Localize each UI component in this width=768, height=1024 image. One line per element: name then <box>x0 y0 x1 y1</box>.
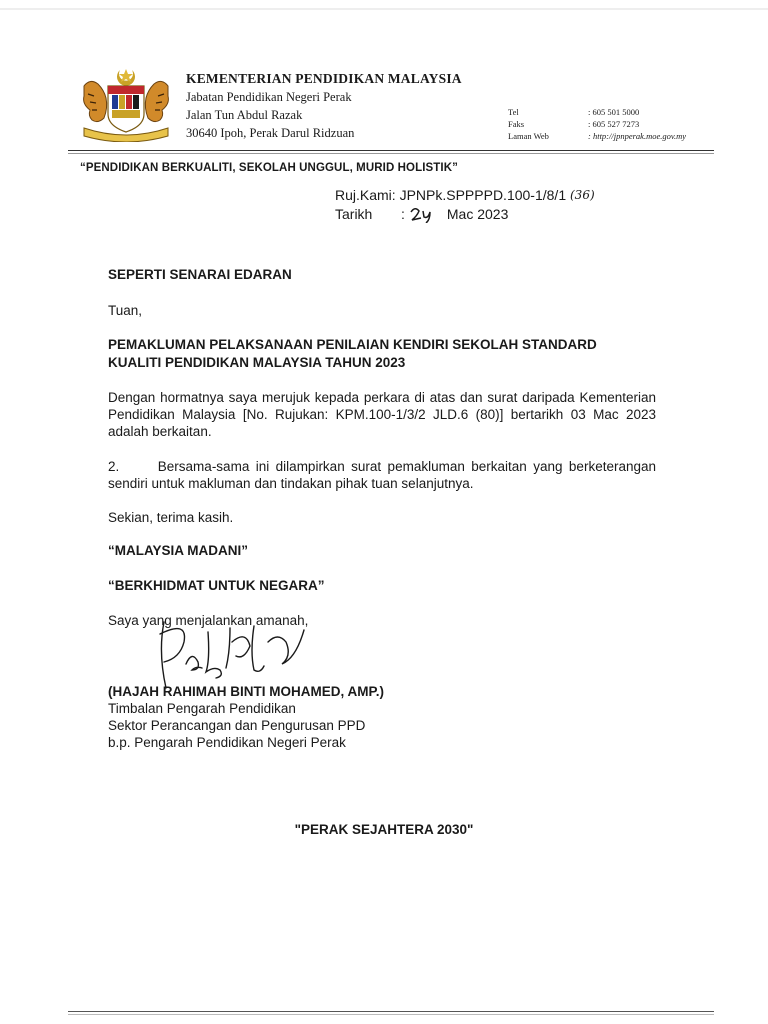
contact-row-fax <box>508 118 686 130</box>
contact-label: Tel <box>508 107 519 117</box>
subject-heading <box>108 336 656 372</box>
street-address: Jalan Tun Abdul Razak <box>186 108 303 122</box>
handwritten-day-icon <box>409 205 439 223</box>
date-colon: : <box>401 206 405 222</box>
trust-line: Saya yang menjalankan amanah, <box>108 613 309 628</box>
header-divider <box>68 150 714 151</box>
paragraph-1: Dengan hormatnya saya merujuk kepada perkara di atas dan surat daripada Kementerian Pendidikan Malaysia [No. Rujukan: KPM.100-1/3/2 JLD.6 (80)] bertarikh 03 Mac 2023 adalah berkaitan. <box>108 390 656 439</box>
ministry-name: KEMENTERIAN PENDIDIKAN MALAYSIA <box>186 71 462 86</box>
paragraph-2: 2. Bersama-sama ini dilampirkan surat pemakluman berkaitan yang berketerangan sendiri untuk makluman dan tindakan pihak tuan selanjutnya. <box>108 459 660 491</box>
footer-divider-secondary <box>68 1014 714 1015</box>
closing-line: Sekian, terima kasih. <box>108 510 234 525</box>
slogan-berkhidmat: “BERKHIDMAT UNTUK NEGARA” <box>108 578 325 593</box>
letterhead-address <box>186 70 462 142</box>
contact-label: Faks <box>508 119 525 129</box>
department-name: Jabatan Pendidikan Negeri Perak <box>186 90 352 104</box>
subject-line: PEMAKLUMAN PELAKSANAAN PENILAIAN KENDIRI SEKOLAH STANDARD <box>108 337 597 352</box>
footer-divider <box>68 1011 714 1012</box>
date-month-year: Mac 2023 <box>446 206 509 222</box>
reference-row <box>335 186 595 205</box>
contact-value: : 605 527 7273 <box>588 119 640 129</box>
date-row <box>335 205 595 224</box>
contact-row-tel <box>508 106 686 118</box>
reference-value: : JPNPk.SPPPPD.100-1/8/1 <box>391 187 567 203</box>
signatory-title: Timbalan Pengarah Pendidikan <box>108 701 296 716</box>
salutation: Tuan, <box>108 303 143 318</box>
subject-line: KUALITI PENDIDIKAN MALAYSIA TAHUN 2023 <box>108 355 406 370</box>
contact-row-web <box>508 130 686 142</box>
contact-label: Laman Web <box>508 131 549 141</box>
reference-handwritten-number: (36) <box>570 188 595 202</box>
signatory-name: (HAJAH RAHIMAH BINTI MOHAMED, AMP.) <box>108 684 384 699</box>
contact-block <box>508 106 686 142</box>
footer-slogan: "PERAK SEJAHTERA 2030" <box>294 822 474 837</box>
reference-block <box>335 186 595 224</box>
handwritten-day <box>409 205 439 223</box>
top-edge <box>0 8 768 10</box>
education-motto: “PENDIDIKAN BERKUALITI, SEKOLAH UNGGUL, MURID HOLISTIK” <box>80 162 458 174</box>
malaysia-coat-of-arms-icon <box>76 66 176 142</box>
website-link[interactable]: : http://jpnperak.moe.gov.my <box>588 131 687 141</box>
date-label: Tarikh <box>335 206 373 222</box>
signatory-on-behalf: b.p. Pengarah Pendidikan Negeri Perak <box>108 735 346 750</box>
signatory-block <box>108 683 384 751</box>
header-divider-secondary <box>68 153 714 154</box>
addressee: SEPERTI SENARAI EDARAN <box>108 267 292 282</box>
city-address: 30640 Ipoh, Perak Darul Ridzuan <box>186 126 355 140</box>
reference-label: Ruj.Kami <box>335 187 392 203</box>
contact-value: : 605 501 5000 <box>588 107 640 117</box>
slogan-malaysia-madani: “MALAYSIA MADANI” <box>108 543 249 558</box>
signatory-sector: Sektor Perancangan dan Pengurusan PPD <box>108 718 366 733</box>
